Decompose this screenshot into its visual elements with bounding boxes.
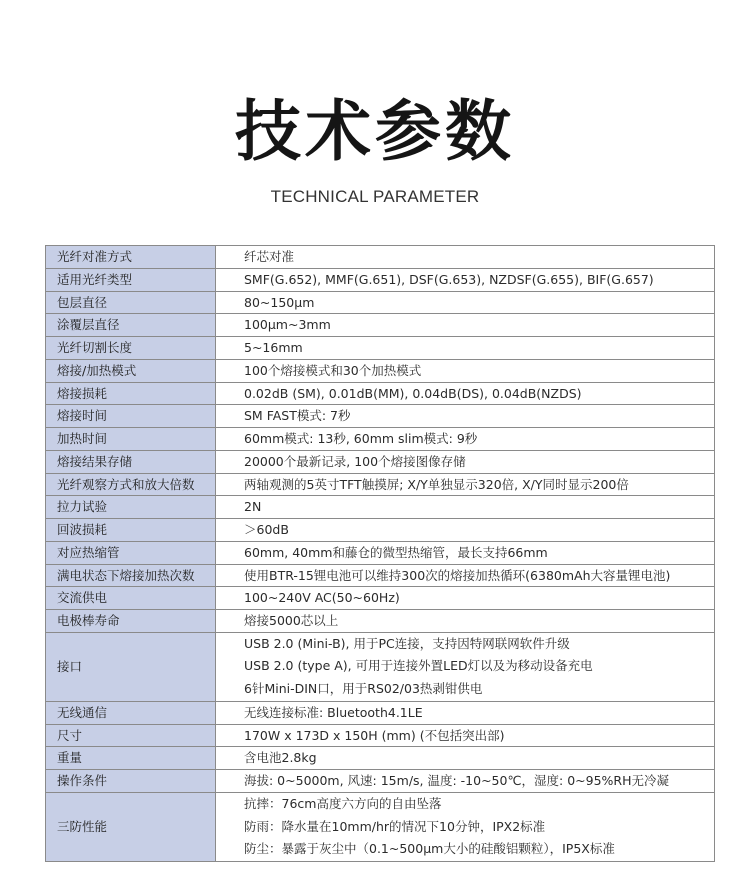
spec-label: 三防性能	[46, 792, 216, 861]
spec-label: 加热时间	[46, 428, 216, 451]
spec-label: 光纤观察方式和放大倍数	[46, 473, 216, 496]
spec-label: 接口	[46, 632, 216, 701]
spec-value: 使用BTR-15锂电池可以维持300次的熔接加热循环(6380mAh大容量锂电池)	[216, 564, 715, 587]
spec-label: 包层直径	[46, 291, 216, 314]
spec-value: SM FAST模式: 7秒	[216, 405, 715, 428]
spec-label: 熔接损耗	[46, 382, 216, 405]
spec-table-body	[46, 246, 715, 862]
spec-table	[45, 245, 715, 862]
spec-row	[46, 541, 715, 564]
spec-value: 含电池2.8kg	[216, 747, 715, 770]
spec-label: 对应热缩管	[46, 541, 216, 564]
spec-row	[46, 564, 715, 587]
spec-value: 熔接5000芯以上	[216, 610, 715, 633]
spec-value: 无线连接标准: Bluetooth4.1LE	[216, 701, 715, 724]
spec-row	[46, 428, 715, 451]
spec-value: 100μm~3mm	[216, 314, 715, 337]
spec-row	[46, 519, 715, 542]
spec-value-line: 防雨：降水量在10mm/hr的情况下10分钟，IPX2标准	[244, 818, 546, 834]
spec-row	[46, 382, 715, 405]
spec-row	[46, 359, 715, 382]
spec-row	[46, 291, 715, 314]
spec-row	[46, 314, 715, 337]
spec-row	[46, 450, 715, 473]
spec-value: 0.02dB (SM), 0.01dB(MM), 0.04dB(DS), 0.04dB(NZDS)	[216, 382, 715, 405]
spec-value: 5~16mm	[216, 337, 715, 360]
spec-value-line: 抗摔：76cm高度六方向的自由坠落	[244, 795, 442, 811]
spec-label: 满电状态下熔接加热次数	[46, 564, 216, 587]
spec-row	[46, 473, 715, 496]
spec-label: 熔接时间	[46, 405, 216, 428]
spec-value: 60mm, 40mm和藤仓的微型热缩管，最长支持66mm	[216, 541, 715, 564]
spec-label: 熔接结果存储	[46, 450, 216, 473]
spec-value: 80~150μm	[216, 291, 715, 314]
spec-row	[46, 496, 715, 519]
spec-label: 回波损耗	[46, 519, 216, 542]
spec-value: SMF(G.652), MMF(G.651), DSF(G.653), NZDSF(G.655), BIF(G.657)	[216, 268, 715, 291]
spec-label: 操作条件	[46, 770, 216, 793]
spec-row	[46, 632, 715, 701]
spec-row	[46, 747, 715, 770]
spec-row	[46, 701, 715, 724]
spec-label: 光纤切割长度	[46, 337, 216, 360]
spec-value: 两轴观测的5英寸TFT触摸屏; X/Y单独显示320倍, X/Y同时显示200倍	[216, 473, 715, 496]
spec-row	[46, 268, 715, 291]
spec-row	[46, 792, 715, 861]
spec-value: ＞60dB	[216, 519, 715, 542]
spec-row	[46, 337, 715, 360]
spec-row	[46, 770, 715, 793]
spec-value	[216, 632, 715, 701]
spec-label: 涂覆层直径	[46, 314, 216, 337]
spec-value: 2N	[216, 496, 715, 519]
spec-row	[46, 610, 715, 633]
spec-value-line: USB 2.0 (type A), 可用于连接外置LED灯以及为移动设备充电	[244, 658, 593, 674]
spec-value-line: USB 2.0 (Mini-B), 用于PC连接，支持因特网联网软件升级	[244, 635, 570, 651]
spec-value: 170W x 173D x 150H (mm) (不包括突出部)	[216, 724, 715, 747]
spec-row	[46, 246, 715, 269]
spec-label: 光纤对准方式	[46, 246, 216, 269]
spec-value: 100个熔接模式和30个加热模式	[216, 359, 715, 382]
spec-label: 熔接/加热模式	[46, 359, 216, 382]
spec-label: 尺寸	[46, 724, 216, 747]
spec-label: 拉力试验	[46, 496, 216, 519]
spec-value: 20000个最新记录, 100个熔接图像存储	[216, 450, 715, 473]
spec-label: 交流供电	[46, 587, 216, 610]
spec-value: 海拔: 0~5000m, 风速: 15m/s, 温度: -10~50℃，湿度: 0~95%RH无冷凝	[216, 770, 715, 793]
spec-value	[216, 792, 715, 861]
spec-value: 纤芯对准	[216, 246, 715, 269]
spec-row	[46, 587, 715, 610]
page-subtitle: TECHNICAL PARAMETER	[270, 187, 480, 206]
spec-row	[46, 724, 715, 747]
spec-label: 适用光纤类型	[46, 268, 216, 291]
spec-value: 60mm模式: 13秒, 60mm slim模式: 9秒	[216, 428, 715, 451]
spec-label: 无线通信	[46, 701, 216, 724]
spec-label: 电极棒寿命	[46, 610, 216, 633]
spec-value-line: 防尘：暴露于灰尘中（0.1~500μm大小的硅酸铝颗粒），IP5X标准	[244, 841, 615, 857]
spec-row	[46, 405, 715, 428]
spec-label: 重量	[46, 747, 216, 770]
spec-value-line: 6针Mini-DIN口，用于RS02/03热剥钳供电	[244, 681, 483, 697]
spec-value: 100~240V AC(50~60Hz)	[216, 587, 715, 610]
page-title: 技术参数	[235, 93, 515, 170]
